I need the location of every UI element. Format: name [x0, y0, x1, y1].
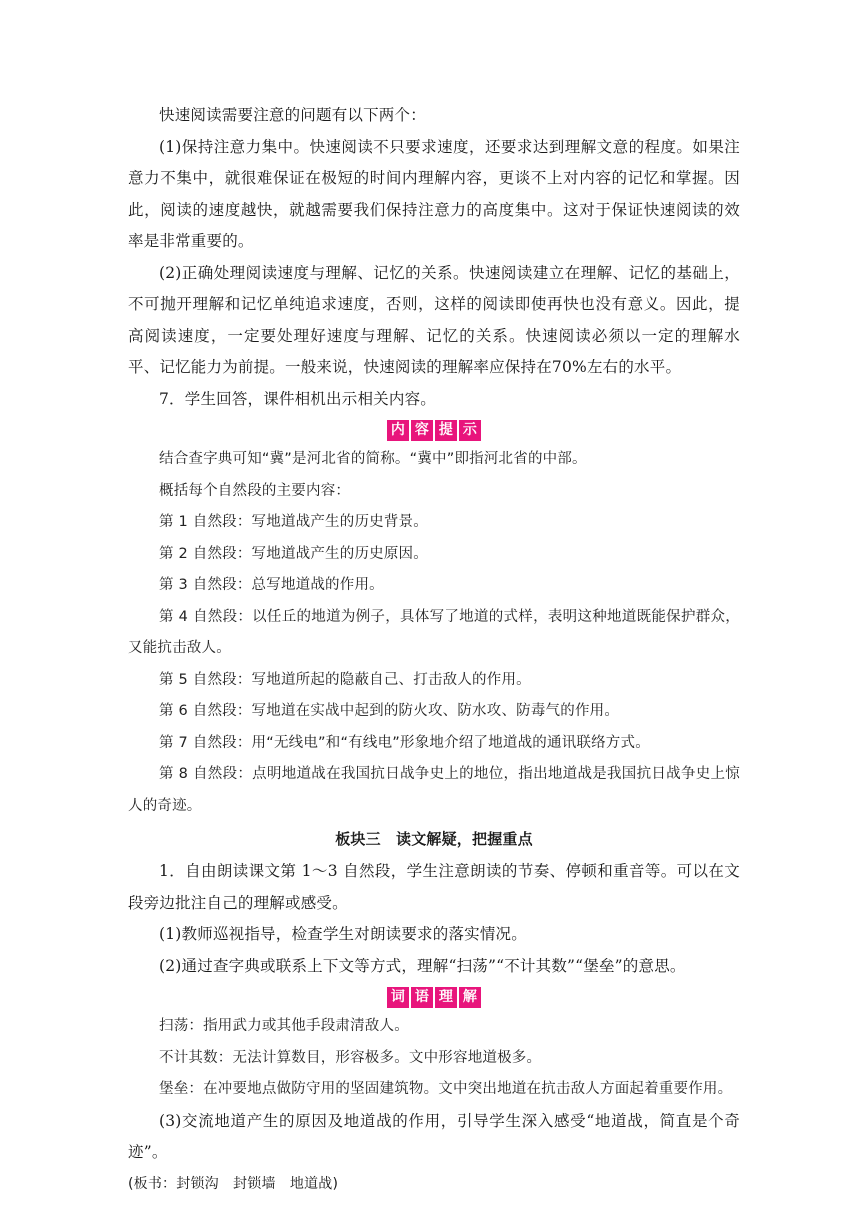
- paragraph-summary: 第 2 自然段：写地道战产生的历史原因。: [159, 545, 428, 562]
- point-2-paragraph: (2)正确处理阅读速度与理解、记忆的关系。快速阅读建立在理解、记忆的基础上，不可抛开理解和记忆单纯追求速度，否则，这样的阅读即使再快也没有意义。因此，提高阅读速度，一定要处理好速度与理解、记忆的关系。快速阅读必须以一定的理解水平、记忆能力为前提。一般来说，快速阅读的理解率应保持在70%左右的水平。: [128, 263, 740, 376]
- section-paragraph: 1．自由朗读课文第 1～3 自然段，学生注意朗读的节奏、停顿和重音等。可以在文段旁边批注自己的理解或感受。: [128, 862, 740, 912]
- discussion-paragraph: (3)交流地道产生的原因及地道战的作用，引导学生深入感受“地道战，简直是个奇迹”。: [128, 1111, 740, 1161]
- vocab-line: 不计其数：无法计算数目，形容极多。文中形容地道极多。: [159, 1049, 542, 1066]
- paragraph-summary: 第 4 自然段：以任丘的地道为例子，具体写了地道的式样，表明这种地道既能保护群众，又能抗击敌人。: [128, 608, 740, 656]
- badge-char: 提: [435, 420, 457, 441]
- badge-char: 容: [411, 420, 433, 441]
- section-heading: 板块三 读文解疑，把握重点: [335, 830, 533, 848]
- vocab-line: 扫荡：指用武力或其他手段肃清敌人。: [159, 1018, 409, 1034]
- point-1-paragraph: (1)保持注意力集中。快速阅读不只要求速度，还要求达到理解文意的程度。如果注意力不集中，就很难保证在极短的时间内理解内容，更谈不上对内容的记忆和掌握。因此，阅读的速度越快，就越需要我们保持注意力的高度集中。这对于保证快速阅读的效率是非常重要的。: [128, 137, 740, 250]
- paragraph-summary: 第 3 自然段：总写地道战的作用。: [159, 577, 384, 593]
- section-paragraph: (2)通过查字典或联系上下文等方式，理解“扫荡”“不计其数”“堡垒”的意思。: [159, 956, 686, 975]
- badge-char: 示: [459, 420, 481, 441]
- document-body: [128, 100, 740, 1200]
- step-7-paragraph: 7．学生回答，课件相机出示相关内容。: [159, 389, 436, 408]
- board-note: (板书：封锁沟 封锁墙 地道战): [128, 1175, 339, 1192]
- vocab-badge: [128, 984, 740, 1010]
- paragraph-summary: 第 5 自然段：写地道所起的隐蔽自己、打击敌人的作用。: [159, 671, 531, 688]
- content-hint-block: [128, 444, 740, 822]
- badge-char: 语: [411, 987, 433, 1008]
- intro-line: 快速阅读需要注意的问题有以下两个：: [159, 106, 426, 124]
- section-paragraph: (1)教师巡视指导，检查学生对朗读要求的落实情况。: [159, 925, 527, 943]
- badge-char: 词: [387, 987, 409, 1008]
- vocab-block: [128, 1011, 740, 1106]
- hint-line: 概括每个自然段的主要内容：: [159, 482, 351, 499]
- paragraph-summary: 第 1 自然段：写地道战产生的历史背景。: [159, 514, 428, 530]
- badge-char: 理: [435, 987, 457, 1008]
- paragraph-summary: 第 8 自然段：点明地道战在我国抗日战争史上的地位，指出地道战是我国抗日战争史上惊人的奇迹。: [128, 766, 740, 814]
- content-hint-badge: [128, 417, 740, 443]
- badge-char: 解: [459, 987, 481, 1008]
- vocab-line: 堡垒：在冲要地点做防守用的坚固建筑物。文中突出地道在抗击敌人方面起着重要作用。: [159, 1081, 733, 1097]
- badge-char: 内: [387, 420, 409, 441]
- paragraph-summary: 第 6 自然段：写地道在实战中起到的防火攻、防水攻、防毒气的作用。: [159, 703, 620, 719]
- hint-line: 结合查字典可知“冀”是河北省的简称。“冀中”即指河北省的中部。: [159, 451, 587, 467]
- paragraph-summary: 第 7 自然段：用“无线电”和“有线电”形象地介绍了地道战的通讯联络方式。: [159, 734, 650, 751]
